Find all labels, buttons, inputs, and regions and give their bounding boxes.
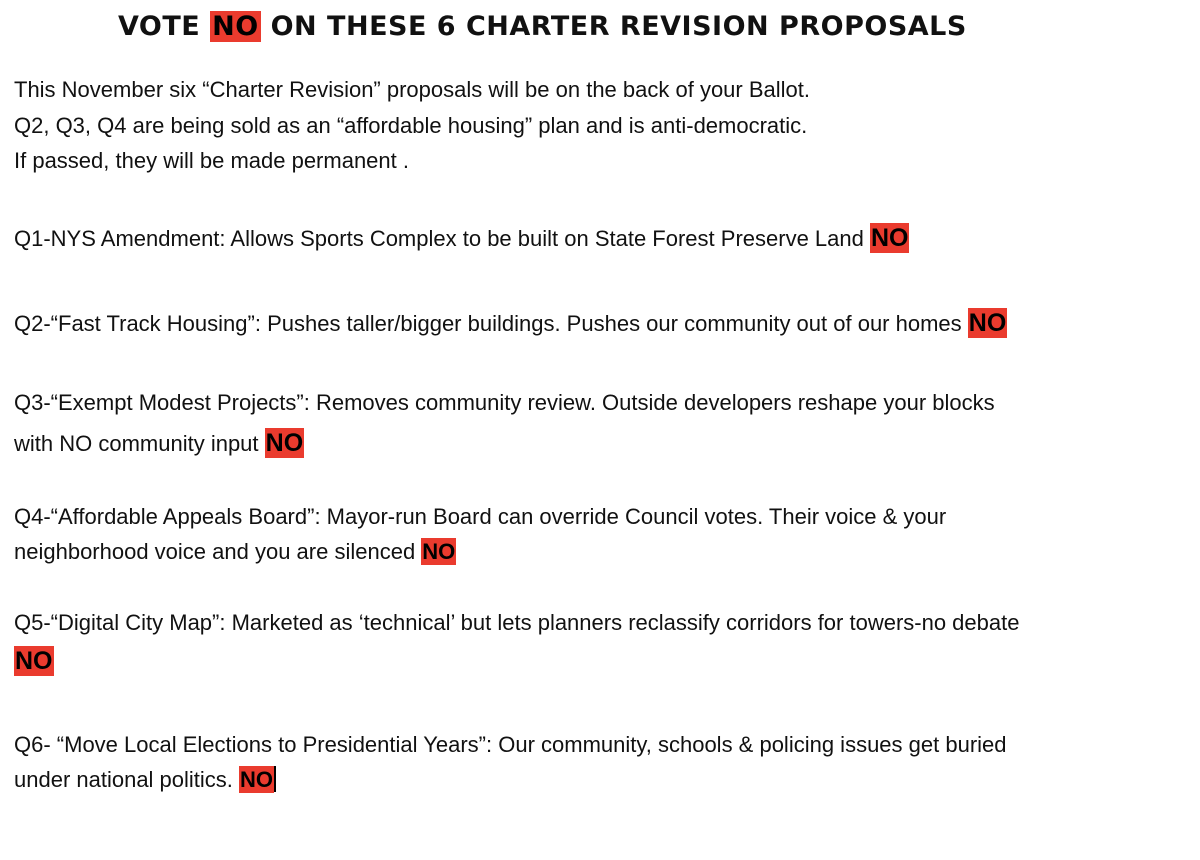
proposal-q6-line-1: Q6- “Move Local Elections to Presidential Years”: Our community, schools & policing issues get buried (14, 732, 1007, 757)
page-title (118, 10, 967, 44)
proposal-q4-line-2 (14, 537, 456, 567)
proposal-q3-line-1: Q3-“Exempt Modest Projects”: Removes community review. Outside developers reshape your blocks (14, 390, 995, 415)
text-cursor (274, 766, 276, 792)
proposal-q2 (14, 308, 1007, 339)
q2-no-badge: NO (968, 309, 1007, 337)
q3-text: with NO community input (14, 431, 265, 456)
q5-no-badge: NO (15, 647, 53, 675)
intro-line-1: This November six “Charter Revision” proposals will be on the back of your Ballot. (14, 77, 810, 102)
proposal-q6-line-2 (14, 765, 276, 795)
proposal-q5-line-1: Q5-“Digital City Map”: Marketed as ‘technical’ but lets planners reclassify corridors for towers-no debate (14, 610, 1020, 635)
title-part-1: VOTE (118, 11, 211, 42)
proposal-q5-line-2 (14, 646, 54, 677)
q4-text: neighborhood voice and you are silenced (14, 539, 422, 564)
intro-line-3: If passed, they will be made permanent . (14, 148, 409, 173)
proposal-q3-line-2 (14, 428, 304, 459)
q3-no-badge: NO (265, 429, 304, 457)
q2-text: Q2-“Fast Track Housing”: Pushes taller/bigger buildings. Pushes our community out of our homes (14, 311, 968, 336)
q6-no-badge: NO (240, 767, 274, 792)
title-no-highlight: NO (212, 11, 259, 42)
q6-text: under national politics. (14, 767, 240, 792)
q4-no-badge: NO (422, 539, 456, 564)
title-part-2: ON THESE 6 CHARTER REVISION PROPOSALS (260, 11, 967, 42)
proposal-q4-line-1: Q4-“Affordable Appeals Board”: Mayor-run Board can override Council votes. Their voice & your (14, 504, 947, 529)
intro-line-2: Q2, Q3, Q4 are being sold as an “affordable housing” plan and is anti-democratic. (14, 113, 808, 138)
q1-no-badge: NO (870, 224, 909, 252)
q1-text: Q1-NYS Amendment: Allows Sports Complex to be built on State Forest Preserve Land (14, 226, 870, 251)
proposal-q1 (14, 223, 909, 254)
